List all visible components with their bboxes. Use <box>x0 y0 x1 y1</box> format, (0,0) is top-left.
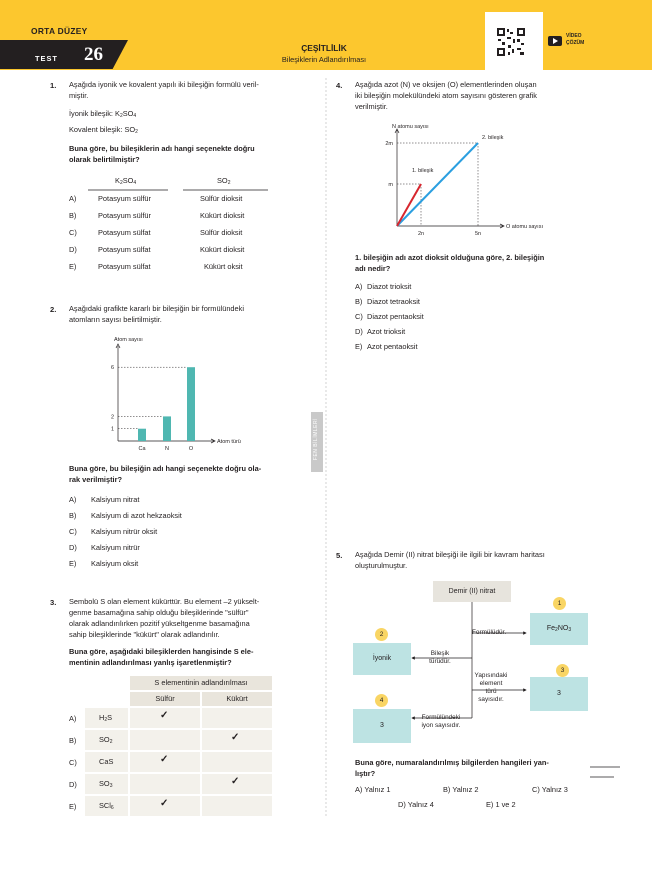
q1-covalent-line: Kovalent bileşik: $SO_2$ <box>69 125 138 135</box>
page-title: ÇEŞİTLİLİK <box>301 43 347 53</box>
solution-label: ÇÖZÜM <box>566 40 585 46</box>
map-label-element-count: Yapısındaki element türü sayısıdır. <box>474 672 508 703</box>
atom-count-bar-chart <box>100 332 270 457</box>
test-number-bar <box>0 40 128 69</box>
q2-option-c[interactable]: C) Kalsiyum nitrür oksit <box>69 527 158 536</box>
bar-ca <box>138 429 146 441</box>
qr-code-icon[interactable] <box>496 27 526 57</box>
q4-option-c[interactable]: C) Diazot pentaoksit <box>355 312 424 321</box>
q2-option-a[interactable]: A) Kalsiyum nitrat <box>69 495 140 504</box>
video-label: VİDEO <box>566 33 582 39</box>
q3-text-line4: sahip bileşiklerinde "kükürt" olarak adlandırılır. <box>69 630 220 639</box>
map-number-1: 1 <box>553 597 566 610</box>
q5-option-e[interactable]: E) 1 ve 2 <box>486 800 516 809</box>
q1-number: 1. <box>50 81 57 90</box>
q1-col2-header: $SO_2$ <box>217 176 231 186</box>
x-tick-label: O <box>188 446 194 452</box>
y-tick-label: 6 <box>110 365 114 372</box>
q2-option-e[interactable]: E) Kalsiyum oksit <box>69 559 139 568</box>
q5-question-line2: lıştır? <box>355 769 376 778</box>
q5-number: 5. <box>336 551 343 560</box>
q4-option-a[interactable]: A) Diazot trioksit <box>355 282 412 291</box>
q3-col-sulfur: Sülfür <box>130 692 200 706</box>
check-icon: ✓ <box>160 798 169 809</box>
q3-row-a-formula: $H_2S$ <box>99 713 113 723</box>
map-label-ion-count: Formülündeki iyon sayısıdır. <box>421 714 461 729</box>
map-label-formula: Formülüdür. <box>472 629 507 636</box>
x-tick-label: 5n <box>474 231 482 237</box>
q3-row-d-formula: $SO_3$ <box>99 779 113 789</box>
q3-row-e-formula: SCl$_6$ <box>99 801 114 811</box>
q4-option-e[interactable]: E) Azot pentaoksit <box>355 342 418 351</box>
q3-row-c-key: C) <box>69 758 77 767</box>
q3-row-b-formula: $SO_2$ <box>99 735 113 745</box>
map-number-4: 4 <box>375 694 388 707</box>
bar-o <box>187 367 195 441</box>
q1-question-line2: olarak belirtilmiştir? <box>69 155 140 164</box>
q1-header-rules <box>88 189 268 191</box>
q3-question-line2: mentinin adlandırılması yanlış işaretlenmiştir? <box>69 658 232 667</box>
q3-row-d-key: D) <box>69 780 77 789</box>
q5-text-line2: oluşturulmuştur. <box>355 561 408 570</box>
q3-text-line1: Sembolü S olan element kükürttür. Bu element –2 yükselt- <box>69 597 260 606</box>
test-number: 26 <box>84 44 103 65</box>
bar-n <box>163 416 171 441</box>
q3-text-line2: genme basamağına sahip olduğu bileşiklerinde "sülfür" <box>69 608 249 617</box>
q1-option-e[interactable]: E) Potasyum sülfat Kükürt oksit <box>69 262 243 271</box>
map-number-2: 2 <box>375 628 388 641</box>
check-icon: ✓ <box>160 710 169 721</box>
q5-option-c[interactable]: C) Yalnız 3 <box>532 785 568 794</box>
q1-text-line2: miştir. <box>69 91 89 100</box>
q1-option-b[interactable]: B) Potasyum sülfür Kükürt dioksit <box>69 211 245 220</box>
emphasis-underline <box>590 765 620 779</box>
y-axis-label: N atomu sayısı <box>392 124 429 130</box>
q4-option-b[interactable]: B) Diazot tetraoksit <box>355 297 420 306</box>
q2-option-b[interactable]: B) Kalsiyum di azot hekzaoksit <box>69 511 182 520</box>
q4-question-line1: 1. bileşiğin adı azot dioksit olduğuna göre, 2. bileşiğin <box>355 253 545 262</box>
check-icon: ✓ <box>160 754 169 765</box>
q5-option-a[interactable]: A) Yalnız 1 <box>355 785 391 794</box>
n-o-atom-line-chart <box>360 118 570 243</box>
x-axis-label: O atomu sayısı <box>506 224 543 230</box>
q2-option-d[interactable]: D) Kalsiyum nitrür <box>69 543 140 552</box>
test-label: TEST <box>35 54 58 63</box>
page-header <box>0 0 652 70</box>
x-tick-label: Ca <box>138 446 146 452</box>
q4-text-line1: Aşağıda azot (N) ve oksijen (O) elementlerinden oluşan <box>355 80 537 89</box>
q1-option-c[interactable]: C) Potasyum sülfat Sülfür dioksit <box>69 228 243 237</box>
y-tick-label: 1 <box>110 426 114 433</box>
q4-text-line3: verilmiştir. <box>355 102 388 111</box>
map-label-compound-type: Bileşik türüdür. <box>429 650 451 665</box>
y-axis-label: Atom sayısı <box>114 337 143 343</box>
q1-option-d[interactable]: D) Potasyum sülfat Kükürt dioksit <box>69 245 245 254</box>
q4-text-line2: iki bileşiğin molekülündeki atom sayısını gösteren grafik <box>355 91 537 100</box>
q1-option-a[interactable]: A) Potasyum sülfür Sülfür dioksit <box>69 194 243 203</box>
q4-number: 4. <box>336 81 343 90</box>
q2-question-line1: Buna göre, bu bileşiğin adı hangi seçenekte doğru ola- <box>69 464 262 473</box>
q5-question-line1: Buna göre, numaralandırılmış bilgilerden hangileri yan- <box>355 758 549 767</box>
q3-row-a-key: A) <box>69 714 77 723</box>
y-tick-label: 2 <box>110 414 114 421</box>
y-tick-label: 2m <box>385 141 393 147</box>
q3-row-b-key: B) <box>69 736 77 745</box>
difficulty-level: ORTA DÜZEY <box>31 26 88 36</box>
q2-text-line2: atomların sayısı belirtilmiştir. <box>69 315 162 324</box>
q1-text-line1: Aşağıda iyonik ve kovalent yapılı iki bileşiğin formülü veril- <box>69 80 259 89</box>
play-icon <box>548 36 562 46</box>
map-box-4: 3 <box>353 709 411 743</box>
map-number-3: 3 <box>556 664 569 677</box>
q1-ionic-line: İyonik bileşik: $K_2SO_4$ <box>69 109 137 119</box>
q3-text-line3: olarak adlandırılırken pozitif yükseltgenme basamağına <box>69 619 250 628</box>
q1-question-line1: Buna göre, bu bileşiklerin adı hangi seçenekte doğru <box>69 144 255 153</box>
video-solution-button[interactable] <box>548 32 585 54</box>
q3-row-c-formula: CaS <box>99 757 114 766</box>
page-subtitle: Bileşiklerin Adlandırılması <box>281 55 367 64</box>
map-box-3: 3 <box>530 677 588 711</box>
map-box-1: $Fe_2NO_3$ <box>530 613 588 645</box>
x-tick-label: 2n <box>417 231 425 237</box>
series-label: 2. bileşik <box>482 135 504 141</box>
q2-question-line2: rak verilmiştir? <box>69 475 122 484</box>
map-box-compound: Demir (II) nitrat <box>433 581 511 602</box>
map-box-2: İyonik <box>353 643 411 675</box>
q1-col1-header: $K_2SO_4$ <box>115 176 137 186</box>
y-tick-label: m <box>388 182 393 188</box>
series-label: 1. bileşik <box>412 168 434 174</box>
q3-table-title: S elementinin adlandırılması <box>130 676 272 690</box>
x-axis-label: Atom türü <box>217 439 241 445</box>
q2-number: 2. <box>50 305 57 314</box>
q4-option-d[interactable]: D) Azot trioksit <box>355 327 406 336</box>
q5-text-line1: Aşağıda Demir (II) nitrat bileşiği ile ilgili bir kavram haritası <box>355 550 545 559</box>
q3-row-e-key: E) <box>69 802 77 811</box>
series-line <box>397 143 478 226</box>
check-icon: ✓ <box>231 732 240 743</box>
q3-number: 3. <box>50 598 57 607</box>
q4-question-line2: adı nedir? <box>355 264 391 273</box>
q5-option-d[interactable]: D) Yalnız 4 <box>398 800 434 809</box>
q5-option-b[interactable]: B) Yalnız 2 <box>443 785 479 794</box>
q2-text-line1: Aşağıdaki grafikte kararlı bir bileşiğin bir formülündeki <box>69 304 244 313</box>
x-tick-label: N <box>165 446 169 452</box>
check-icon: ✓ <box>231 776 240 787</box>
q3-col-kukurt: Kükürt <box>202 692 272 706</box>
column-divider <box>325 78 327 818</box>
side-label: FEN BİLİMLERİ <box>311 412 323 472</box>
q3-question-line1: Buna göre, aşağıdaki bileşiklerden hangisinde S ele- <box>69 647 254 656</box>
